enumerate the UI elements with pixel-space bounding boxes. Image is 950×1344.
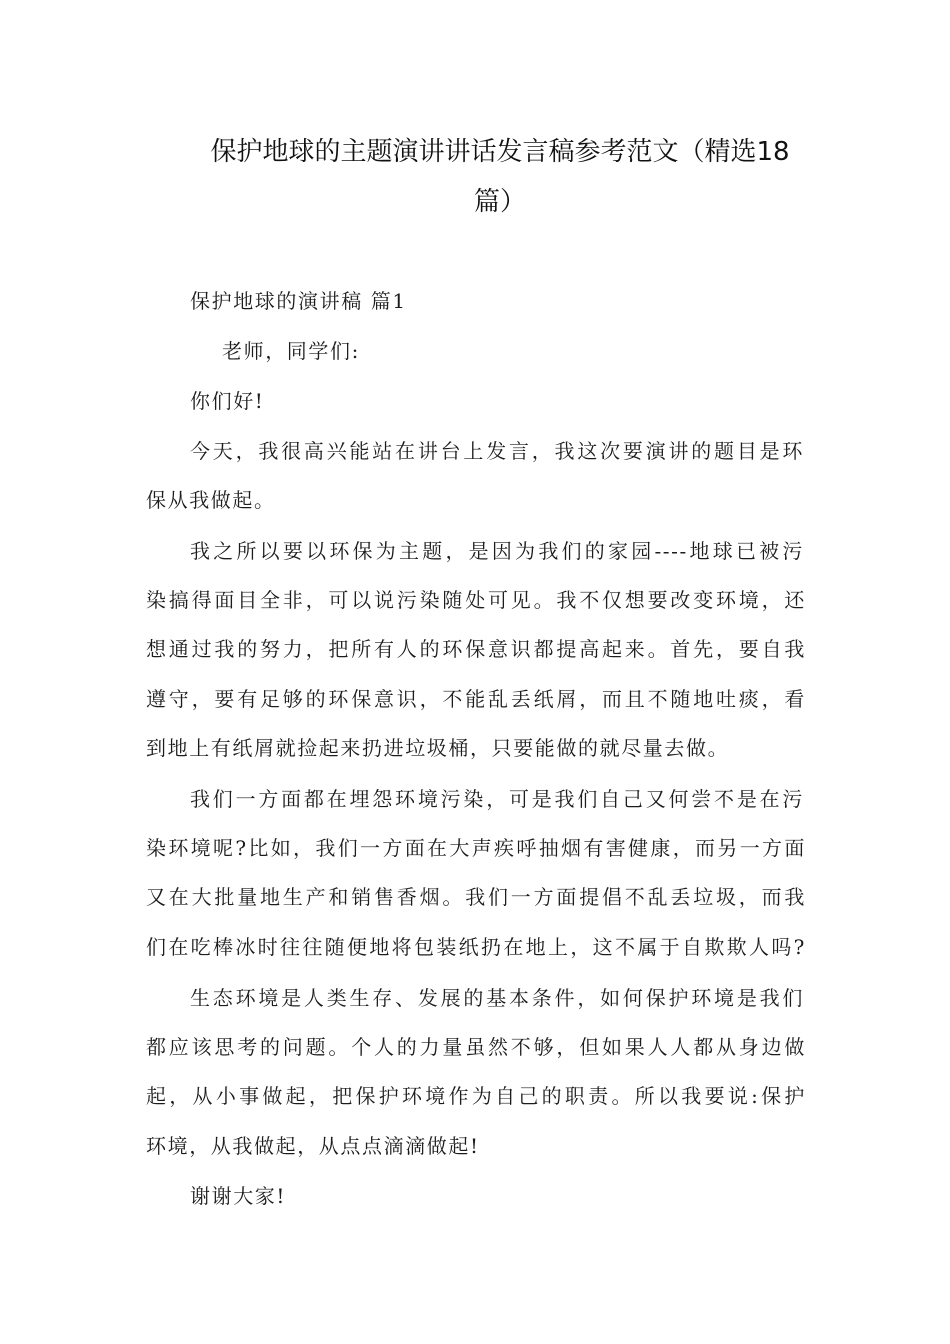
paragraph-line: 保从我做起。 bbox=[146, 488, 276, 512]
paragraph-line: 到地上有纸屑就捡起来扔进垃圾桶，只要能做的就尽量去做。 bbox=[146, 736, 730, 760]
paragraph-line: 都应该思考的问题。个人的力量虽然不够，但如果人人都从身边做 bbox=[146, 1035, 806, 1059]
paragraph-line: 染搞得面目全非，可以说污染随处可见。我不仅想要改变环境，还 bbox=[146, 588, 806, 612]
salutation: 老师，同学们: bbox=[222, 339, 360, 363]
paragraph-line: 我们一方面都在埋怨环境污染，可是我们自己又何尝不是在污 bbox=[190, 787, 804, 811]
greeting: 你们好! bbox=[190, 389, 265, 413]
section-heading: 保护地球的演讲稿 篇1 bbox=[190, 289, 407, 313]
paragraph-line: 遵守，要有足够的环保意识，不能乱丢纸屑，而且不随地吐痰，看 bbox=[146, 687, 806, 711]
closing-text: 谢谢大家! bbox=[190, 1184, 287, 1208]
paragraph-line: 们在吃棒冰时往往随便地将包装纸扔在地上，这不属于自欺欺人吗? bbox=[146, 935, 806, 959]
document-title-line-2: 篇） bbox=[473, 187, 526, 217]
document-title-line-1: 保护地球的主题演讲讲话发言稿参考范文（精选18 bbox=[210, 137, 790, 167]
paragraph-line: 染环境呢?比如，我们一方面在大声疾呼抽烟有害健康，而另一方面 bbox=[146, 836, 806, 860]
paragraph-line: 又在大批量地生产和销售香烟。我们一方面提倡不乱丢垃圾，而我 bbox=[146, 885, 806, 909]
paragraph-line: 今天，我很高兴能站在讲台上发言，我这次要演讲的题目是环 bbox=[190, 439, 804, 463]
paragraph-line: 想通过我的努力，把所有人的环保意识都提高起来。首先，要自我 bbox=[146, 637, 806, 661]
paragraph-line: 环境，从我做起，从点点滴滴做起! bbox=[146, 1134, 480, 1158]
paragraph-line: 生态环境是人类生存、发展的基本条件，如何保护环境是我们 bbox=[190, 986, 804, 1010]
paragraph-line: 我之所以要以环保为主题，是因为我们的家园----地球已被污 bbox=[190, 539, 804, 563]
paragraph-line: 起，从小事做起，把保护环境作为自己的职责。所以我要说:保护 bbox=[146, 1084, 806, 1108]
